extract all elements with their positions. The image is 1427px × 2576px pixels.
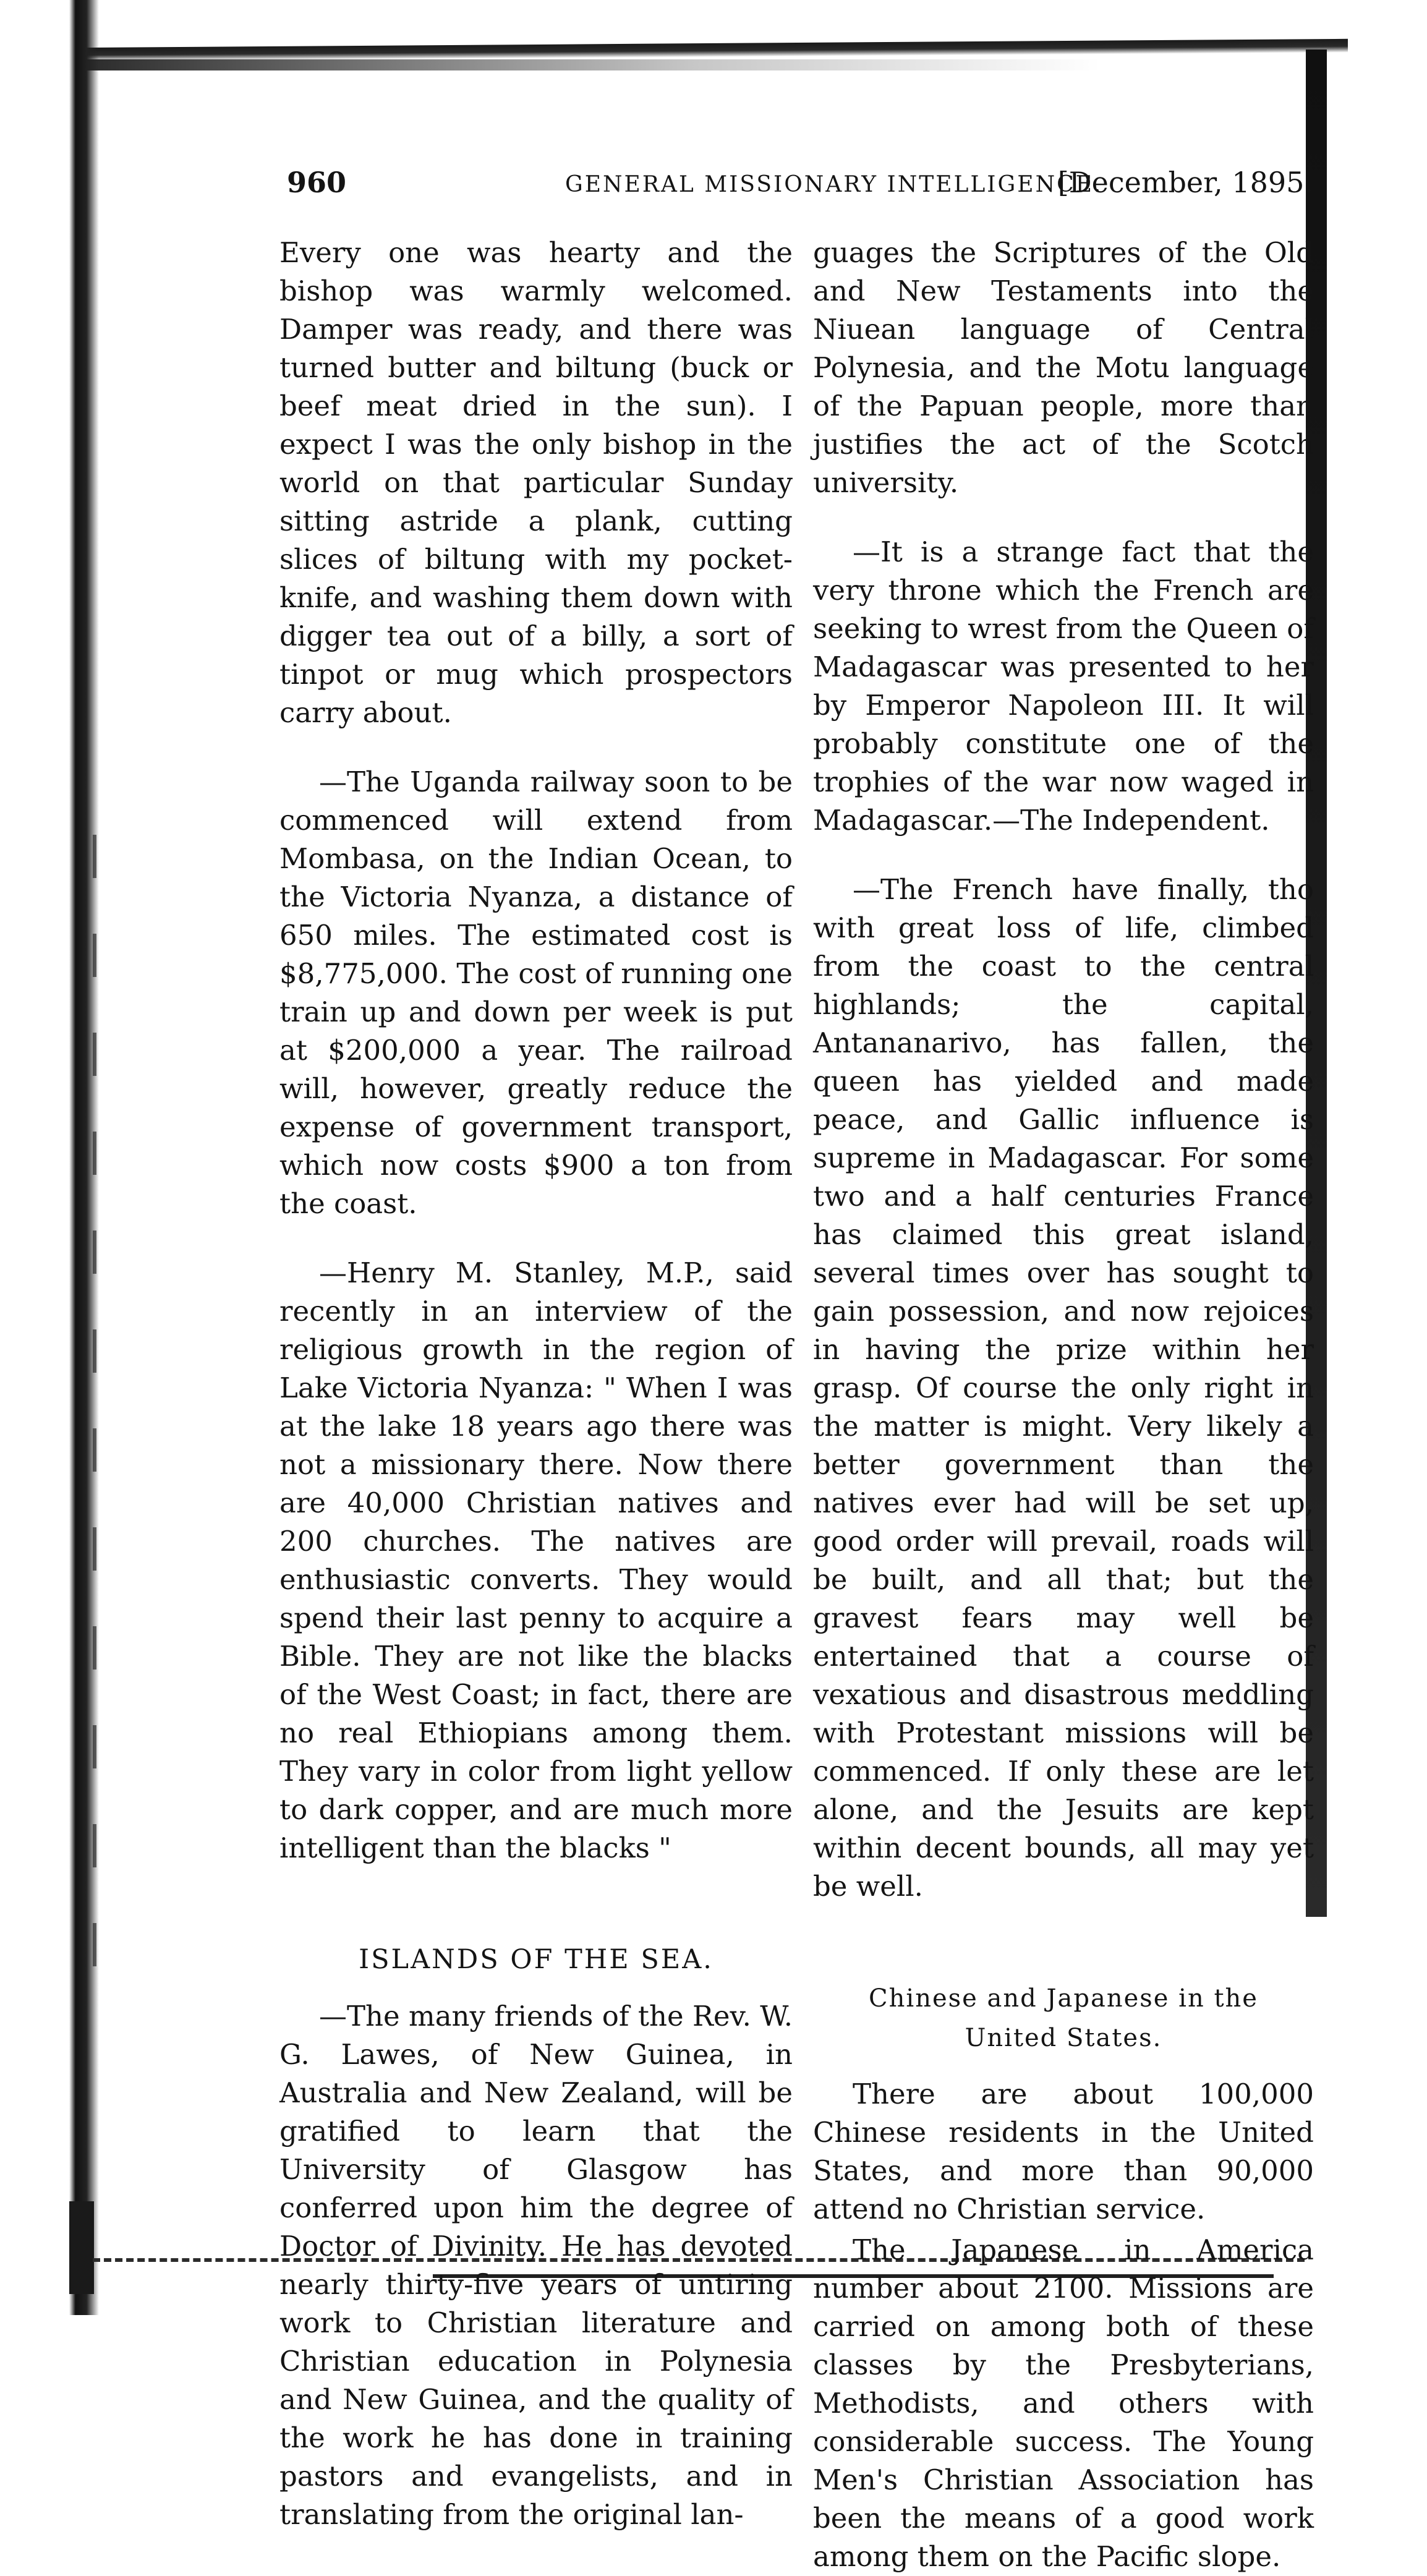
paragraph-chinese: There are about 100,000 Chinese residents in the United States, and more than 90,000 attend no Christian service. [813,2078,1314,2225]
right-column [813,234,1314,2576]
scan-left-edge [0,0,99,2315]
scan-bottom-left-mark [69,2201,94,2294]
scan-top-edge [74,39,1348,61]
left-column [279,234,793,2534]
running-header [287,166,1313,209]
section-heading-islands: ISLANDS OF THE SEA. [359,1944,714,1975]
scan-top-shadow [80,59,1101,70]
paragraph-bishop: Every one was hearty and the bishop was warmly welcomed. Damper was ready, and there was turned butter and biltung (buck or beef meat dried in the sun). I expect I was the only bishop in the world on that particular Sunday sitting astride a plank, cutting slices of biltung with my pocket-knife, and washing them down with digger tea out of a billy, a sort of tinpot or mug which prospectors carry about. [279,236,793,729]
left-margin-marks [93,835,96,2010]
paragraph-uganda-railway: —The Uganda railway soon to be commenced will extend from Mombasa, on the Indian Ocean, to the Victoria Nyanza, a distance of 650 miles. The estimated cost is $8,775,000. The cost of running one train up and down per week is put at $200,000 a year. The railroad will, however, greatly reduce the expense of government transport, which now costs $900 a ton from the coast. [279,766,793,1220]
section-heading-line-1: Chinese and Japanese in the [869,1984,1258,2013]
issue-date: [December, 1895. [1057,166,1313,199]
paragraph-japanese: The Japanese in America number about 2100. Missions are carried on among both of these classes by the Presbyterians, Methodists, and others with considerable success. The Young Men's Christian Association has been the means of a good work among them on the Pacific slope. [813,2233,1314,2573]
running-title: GENERAL MISSIONARY INTELLIGENCE. [565,172,1103,197]
paragraph-french-madagascar: —The French have finally, tho with great loss of life, climbed from the coast to the central highlands; the capital, Antananarivo, has fallen, the queen has yielded and made peace, and Gallic influence is supreme in Madagascar. For some two and a half centuries France has claimed this great island, several times over has sought to gain possession, and now rejoices in having the prize within her grasp. Of course the only right in the matter is might. Very likely a better government than the natives ever had will be set up, good order will prevail, roads will be built, and all that; but the gravest fears may well be entertained that a course of vexatious and disastrous meddling with Protestant missions will be commenced. If only these are let alone, and the Jesuits are kept within decent bounds, all may yet be well. [813,873,1314,1903]
paragraph-lawes-continued: guages the Scriptures of the Old and New Testaments into the Niuean language of Central Polynesia, and the Motu language of the Papuan people, more than justifies the act of the Scotch university. [813,236,1314,499]
page-number: 960 [287,166,347,199]
paragraph-madagascar-throne: —It is a strange fact that the very throne which the French are seeking to wrest from the Queen of Madagascar was presented to her by Emperor Napoleon III. It will probably constitute one of the trophies of the war now waged in Madagascar.—The Independent. [813,535,1314,837]
paragraph-stanley: —Henry M. Stanley, M.P., said recently in an interview of the religious growth in the region of Lake Victoria Nyanza: " When I was at the lake 18 years ago there was not a missionary there. Now there are 40,000 Christian natives and 200 churches. The natives are enthusiastic converts. They would spend their last penny to acquire a Bible. They are not like the blacks of the West Coast; in fact, there are no real Ethiopians among them. They vary in color from light yellow to dark copper, and are much more intelligent than the blacks " [279,1256,793,1864]
paragraph-lawes: —The many friends of the Rev. W. G. Lawes, of New Guinea, in Australia and New Zealand, will be gratified to learn that the University of Glasgow has conferred upon him the degree of Doctor of Divinity. He has devoted nearly thirty-five years of untiring work to Christian literature and Christian education in Polynesia and New Guinea, and the quality of the work he has done in training pastors and evangelists, and in translating from the original lan- [279,2000,793,2531]
section-heading-chinese-japanese [813,1979,1314,2058]
section-heading-line-2: United States. [965,2024,1162,2052]
